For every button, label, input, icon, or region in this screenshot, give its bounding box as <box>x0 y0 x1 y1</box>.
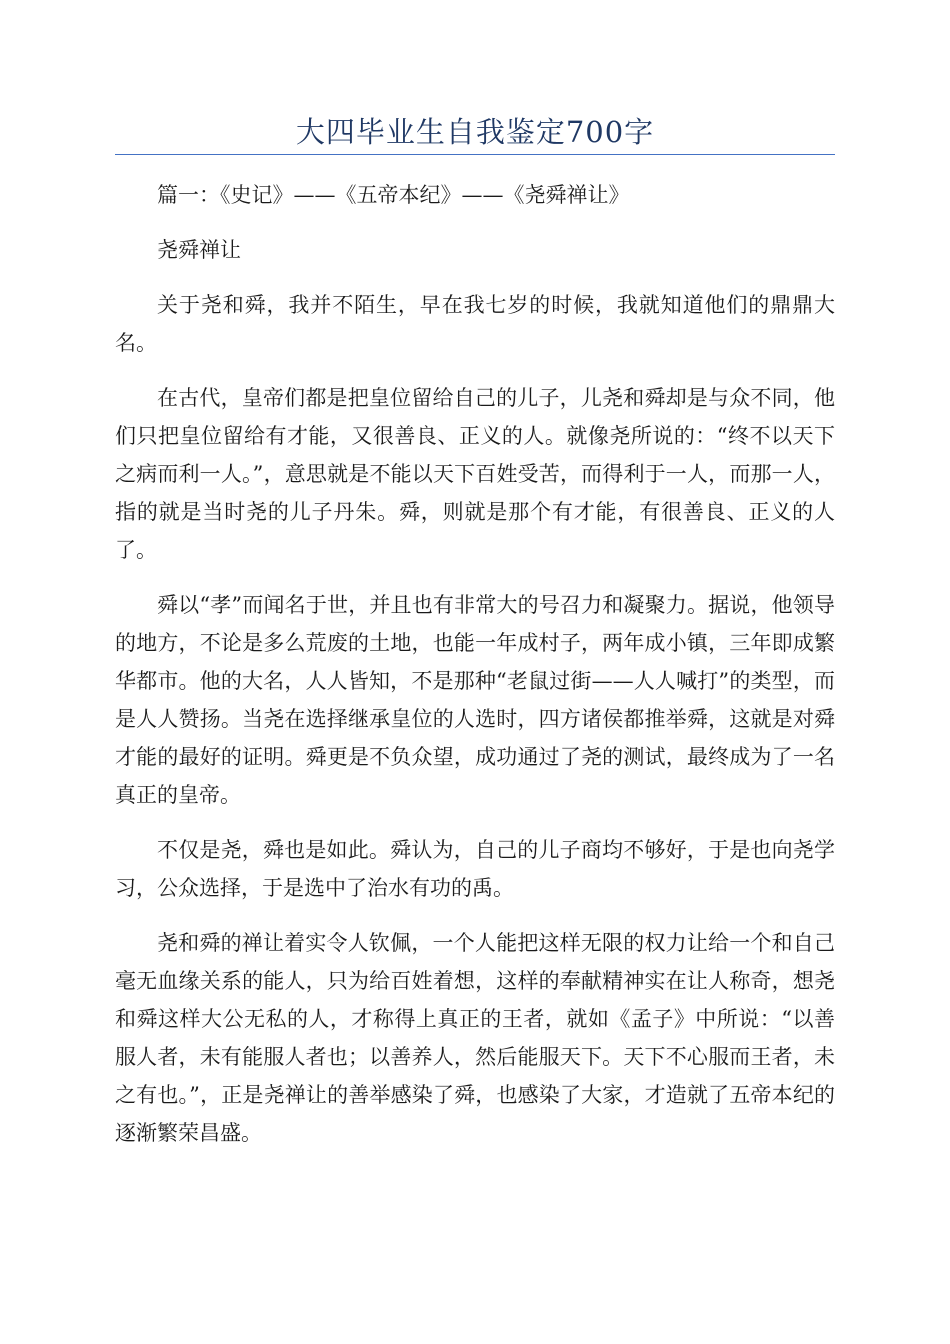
title-underline <box>115 154 835 155</box>
document-body <box>115 176 835 1169</box>
paragraph: 不仅是尧，舜也是如此。舜认为，自己的儿子商均不够好，于是也向尧学习，公众选择，于是选中了治水有功的禹。 <box>115 838 835 900</box>
paragraph: 尧和舜的禅让着实令人钦佩，一个人能把这样无限的权力让给一个和自己毫无血缘关系的能人，只为给百姓着想，这样的奉献精神实在让人称奇，想尧和舜这样大公无私的人，才称得上真正的王者，就如《孟子》中所说：“以善服人者，未有能服人者也；以善养人，然后能服天下。天下不心服而王者，未之有也。”，正是尧禅让的善举感染了舜，也感染了大家，才造就了五帝本纪的逐渐繁荣昌盛。 <box>115 931 835 1145</box>
page-title: 大四毕业生自我鉴定700字 <box>295 115 655 149</box>
paragraph-subtitle: 尧舜禅让 <box>157 238 241 262</box>
paragraph-heading: 篇一：《史记》——《五帝本纪》——《尧舜禅让》 <box>157 183 630 207</box>
paragraph: 关于尧和舜，我并不陌生，早在我七岁的时候，我就知道他们的鼎鼎大名。 <box>115 293 835 355</box>
paragraph: 舜以“孝”而闻名于世，并且也有非常大的号召力和凝聚力。据说，他领导的地方，不论是多么荒废的土地，也能一年成村子，两年成小镇，三年即成繁华都市。他的大名，人人皆知，不是那种“老鼠过街——人人喊打”的类型，而是人人赞扬。当尧在选择继承皇位的人选时，四方诸侯都推举舜，这就是对舜才能的最好的证明。舜更是不负众望，成功通过了尧的测试，最终成为了一名真正的皇帝。 <box>115 593 835 807</box>
paragraph: 在古代，皇帝们都是把皇位留给自己的儿子，儿尧和舜却是与众不同，他们只把皇位留给有才能，又很善良、正义的人。就像尧所说的：“终不以天下之病而利一人。”，意思就是不能以天下百姓受苦，而得利于一人，而那一人，指的就是当时尧的儿子丹朱。舜，则就是那个有才能，有很善良、正义的人了。 <box>115 386 835 562</box>
